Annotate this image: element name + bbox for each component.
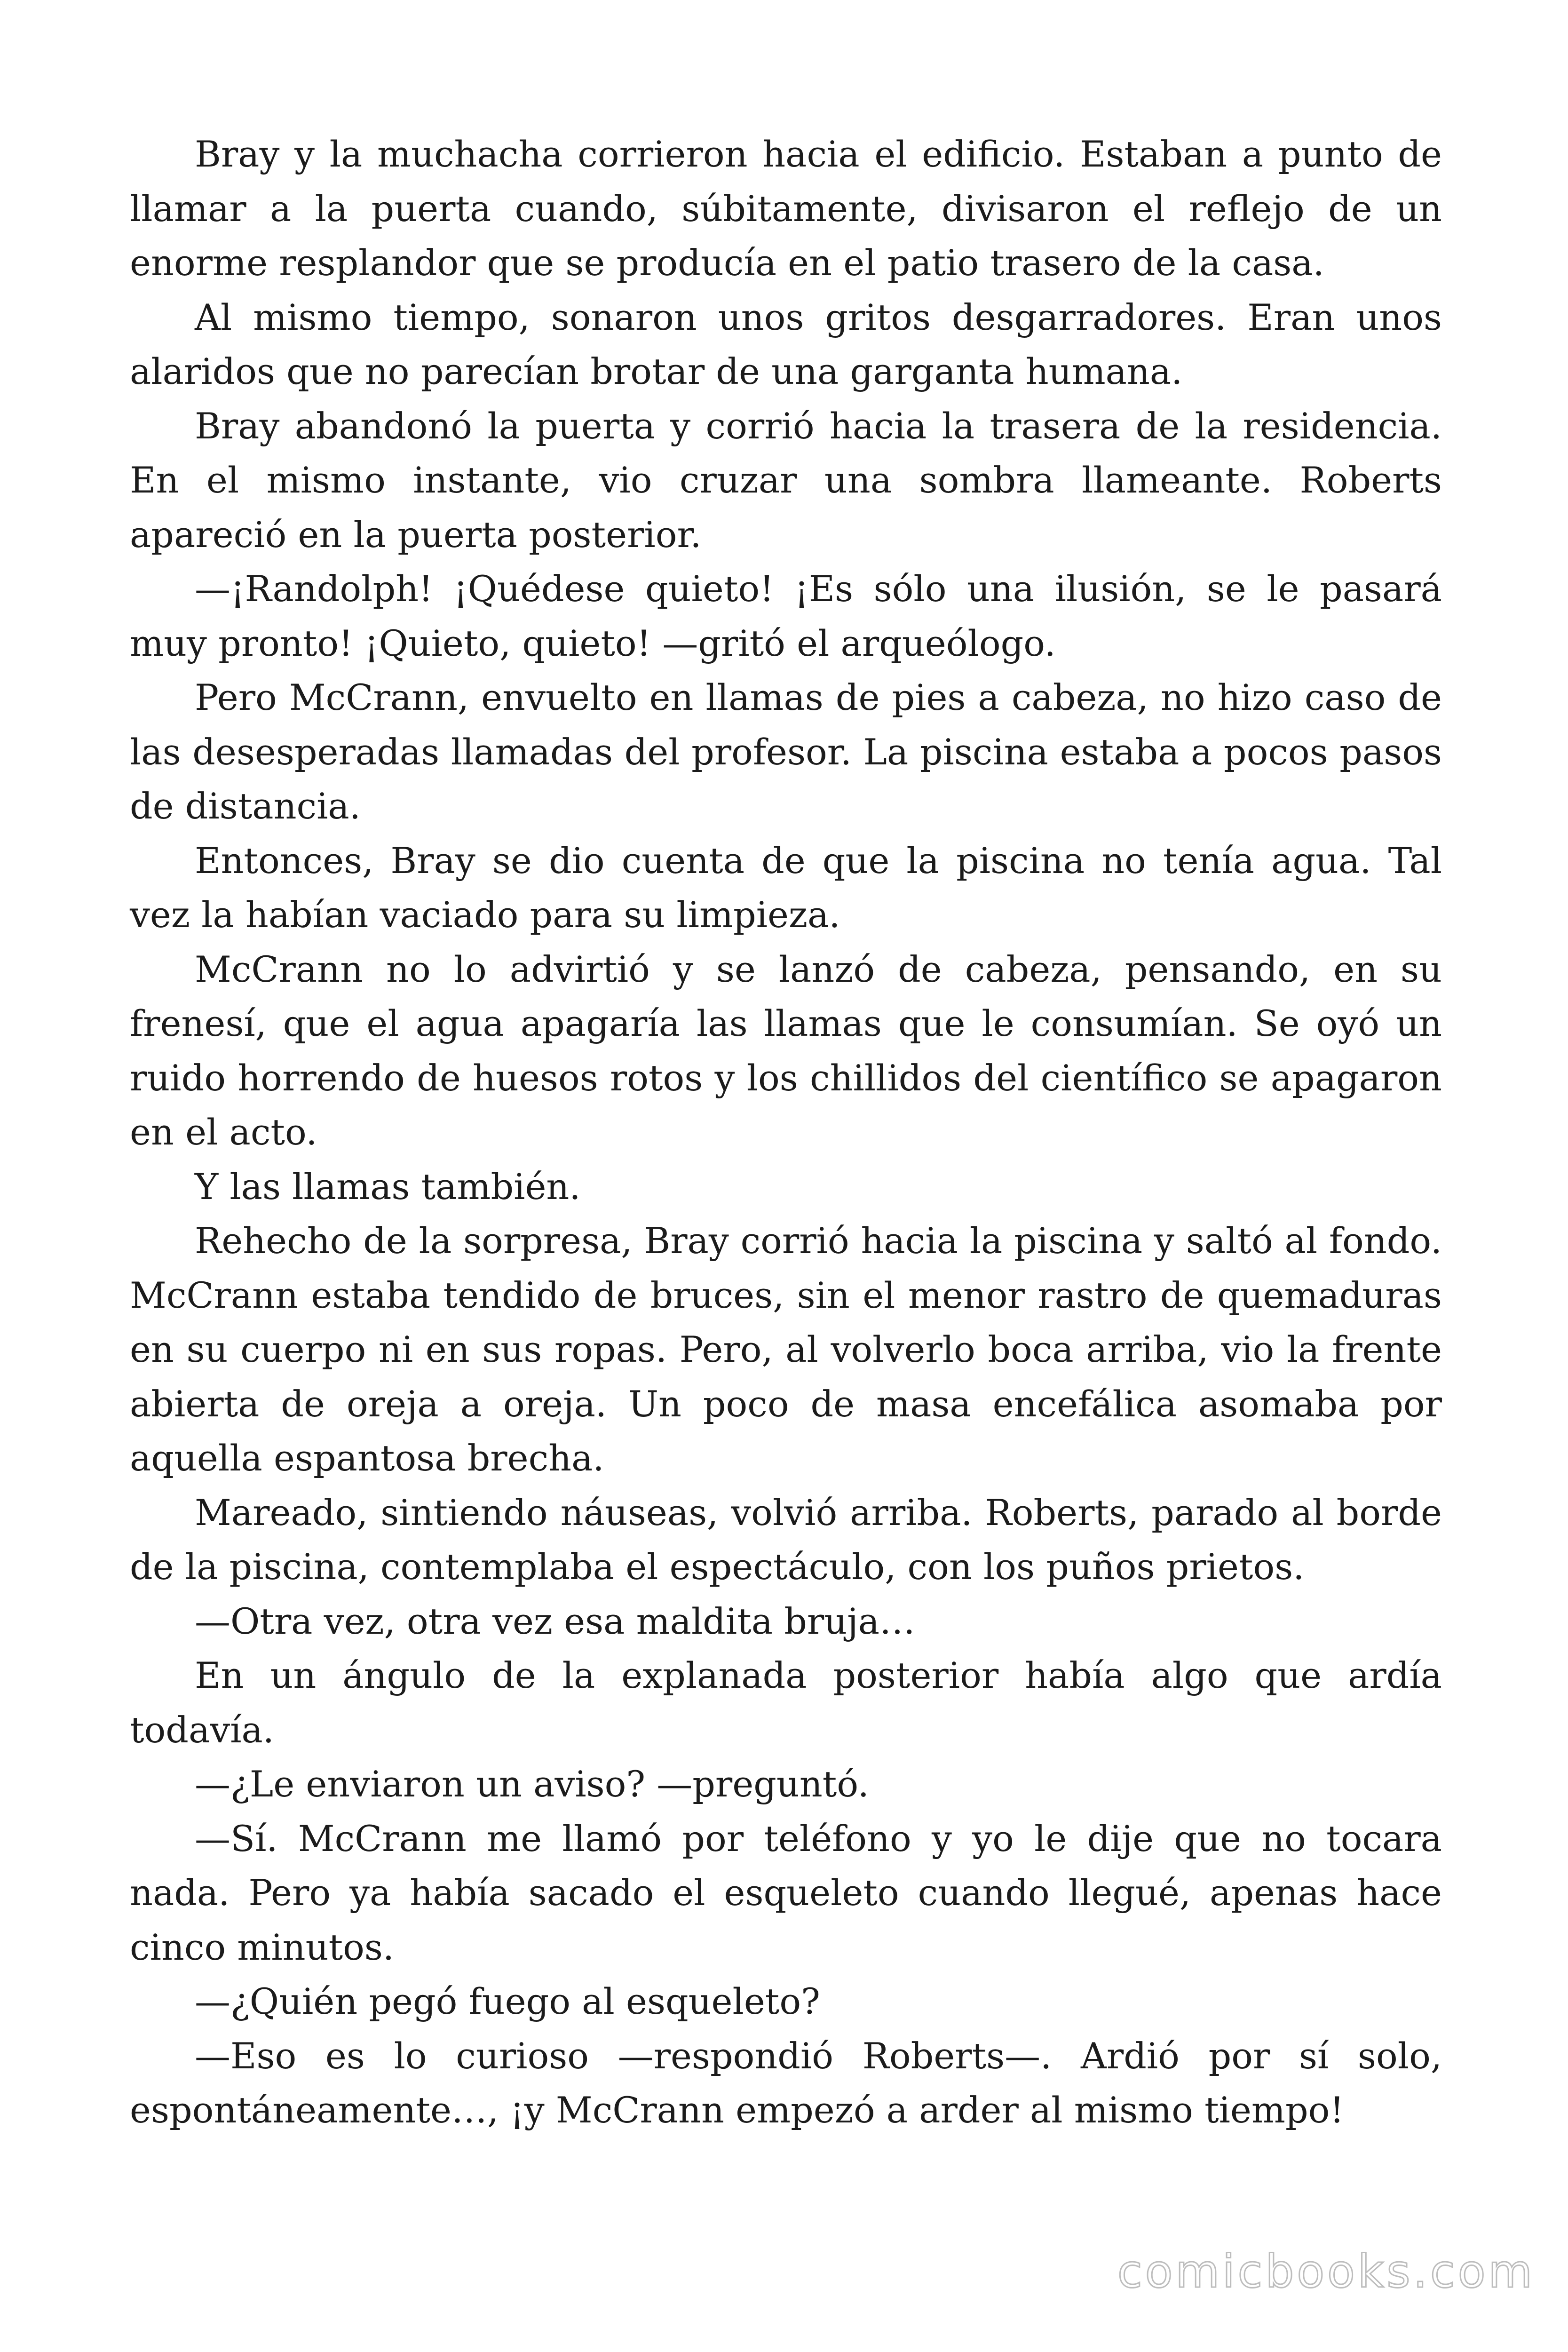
page-body <box>130 127 1442 2137</box>
paragraph: McCrann no lo advirtió y se lanzó de cabeza, pensando, en su frenesí, que el agua apagaría las llamas que le consumían. Se oyó un ruido horrendo de huesos rotos y los chillidos del científico se apagaron en el acto. <box>130 948 1442 1153</box>
paragraph: Entonces, Bray se dio cuenta de que la piscina no tenía agua. Tal vez la habían vaciado para su limpieza. <box>130 839 1442 936</box>
paragraph: Rehecho de la sorpresa, Bray corrió hacia la piscina y saltó al fondo. McCrann estaba tendido de bruces, sin el menor rastro de quemaduras en su cuerpo ni en sus ropas. Pero, al volverlo boca arriba, vio la frente abierta de oreja a oreja. Un poco de masa encefálica asomaba por aquella espantosa brecha. <box>130 1220 1442 1479</box>
paragraph: —¿Le enviaron un aviso? —preguntó. <box>195 1763 869 1805</box>
paragraph: Pero McCrann, envuelto en llamas de pies a cabeza, no hizo caso de las desesperadas llamadas del profesor. La piscina estaba a pocos pasos de distancia. <box>130 676 1442 827</box>
paragraph: Bray abandonó la puerta y corrió hacia la trasera de la residencia. En el mismo instante, vio cruzar una sombra llameante. Roberts apareció en la puerta posterior. <box>130 405 1442 556</box>
paragraph: Mareado, sintiendo náuseas, volvió arriba. Roberts, parado al borde de la piscina, contemplaba el espectáculo, con los puños prietos. <box>130 1491 1442 1588</box>
paragraph: En un ángulo de la explanada posterior había algo que ardía todavía. <box>130 1654 1442 1751</box>
paragraph: —¿Quién pegó fuego al esqueleto? <box>195 1980 820 2022</box>
paragraph: —Sí. McCrann me llamó por teléfono y yo le dije que no tocara nada. Pero ya había sacado el esqueleto cuando llegué, apenas hace cinco minutos. <box>130 1817 1442 1968</box>
paragraph: Bray y la muchacha corrieron hacia el edificio. Estaban a punto de llamar a la puerta cuando, súbitamente, divisaron el reflejo de un enorme resplandor que se producía en el patio trasero de la casa. <box>130 133 1442 284</box>
paragraph: —¡Randolph! ¡Quédese quieto! ¡Es sólo una ilusión, se le pasará muy pronto! ¡Quieto, quieto! —gritó el arqueólogo. <box>130 568 1442 664</box>
paragraph: —Otra vez, otra vez esa maldita bruja… <box>195 1600 916 1642</box>
paragraph: —Eso es lo curioso —respondió Roberts—. Ardió por sí solo, espontáneamente…, ¡y McCrann empezó a arder al mismo tiempo! <box>130 2034 1442 2131</box>
paragraph: Y las llamas también. <box>195 1165 581 1208</box>
watermark: comicbooks.com <box>1117 2245 1535 2298</box>
paragraph: Al mismo tiempo, sonaron unos gritos desgarradores. Eran unos alaridos que no parecían brotar de una garganta humana. <box>130 296 1442 392</box>
